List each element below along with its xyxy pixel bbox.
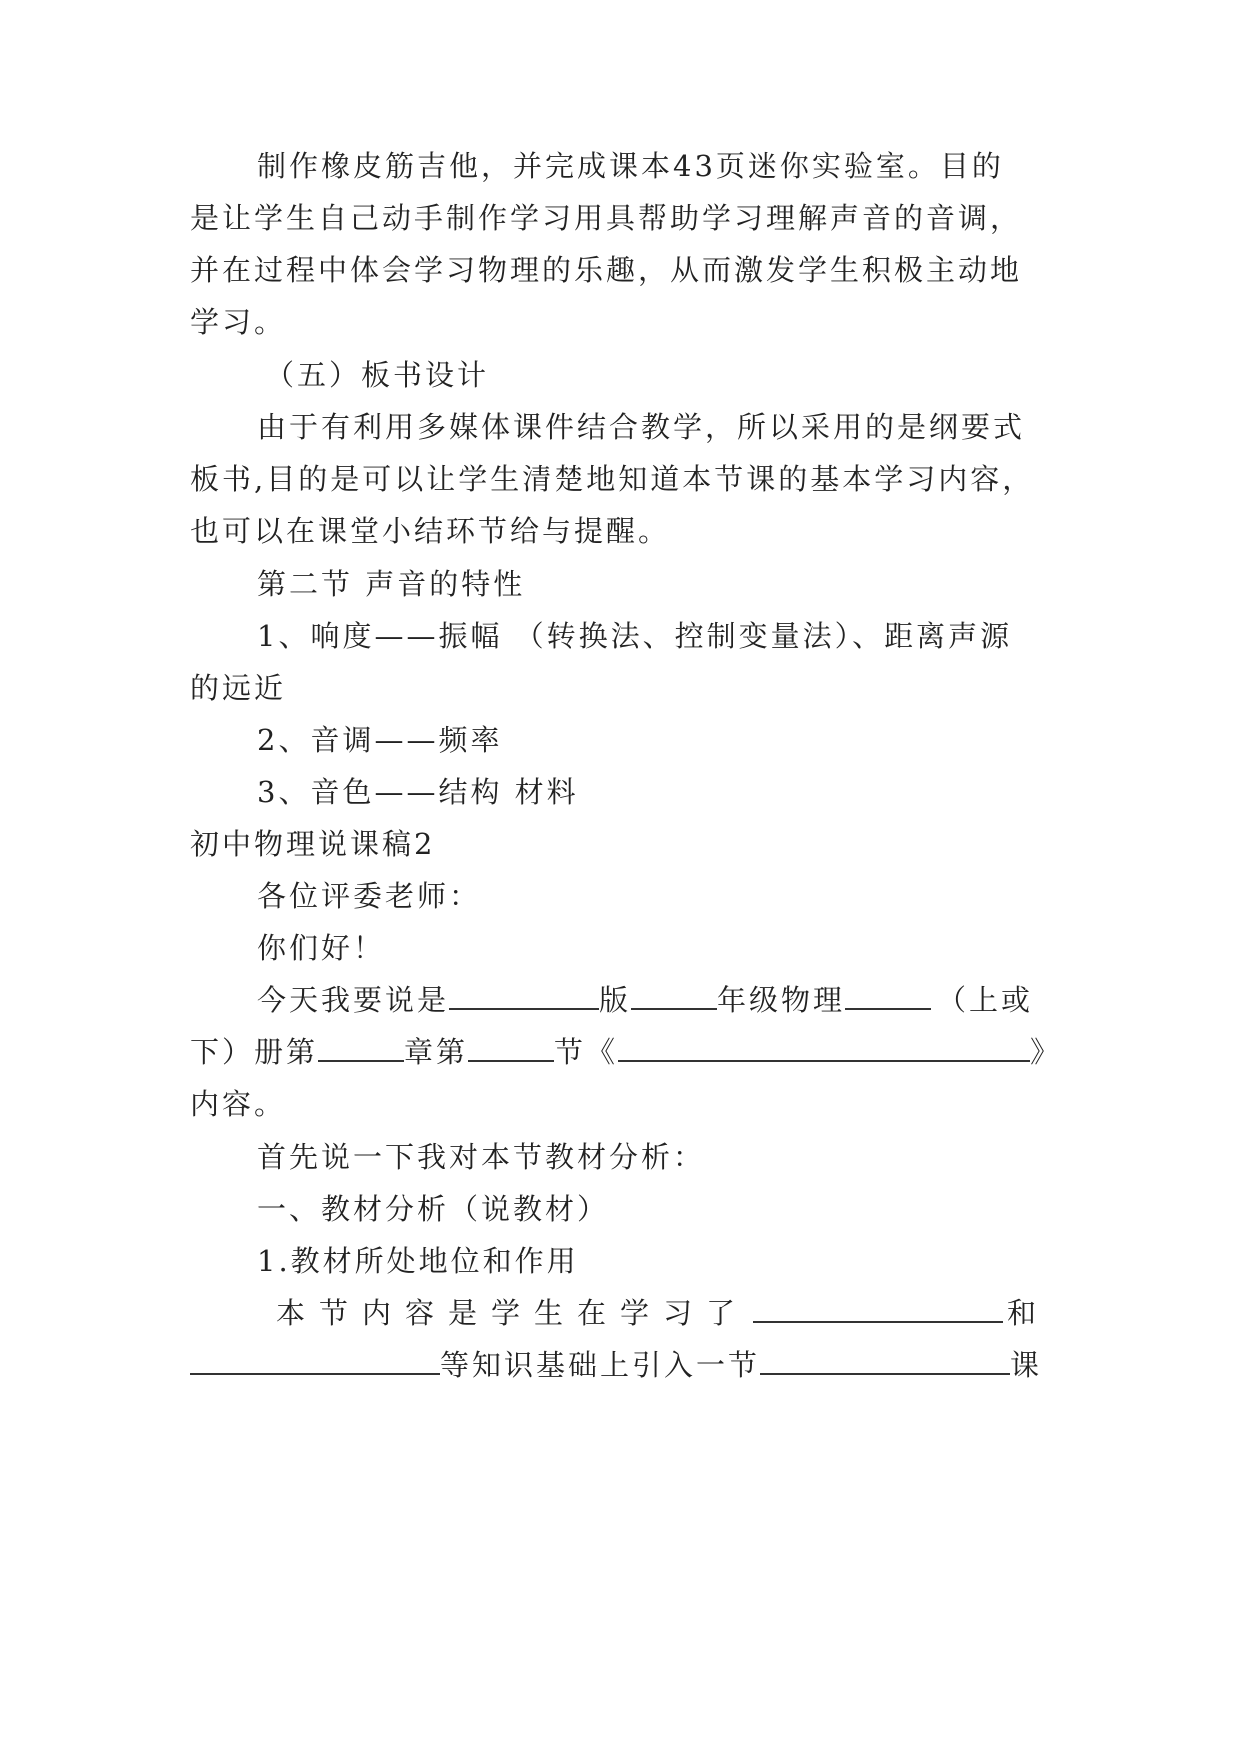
paragraph-line: 是让学生自己动手制作学习用具帮助学习理解声音的音调，	[190, 201, 1023, 235]
fill-blank[interactable]	[449, 982, 599, 1010]
content-text: 本节内容是学生在学习了	[276, 1296, 750, 1330]
board-item: 1、响度——振幅 （转换法、控制变量法）、距离声源	[257, 619, 1013, 653]
content-text: 和	[1007, 1296, 1051, 1330]
content-line-2	[190, 1345, 1050, 1385]
intro-text: 年级物理	[717, 983, 846, 1017]
intro-line-1	[257, 980, 1050, 1020]
board-item: 2、音调——频率	[257, 723, 503, 757]
board-item: 3、音色——结构 材料	[257, 775, 579, 809]
fill-blank[interactable]	[618, 1034, 1030, 1062]
content-text: 课	[1010, 1348, 1043, 1382]
hello: 你们好！	[257, 931, 386, 965]
fill-blank[interactable]	[760, 1347, 1010, 1375]
intro-text: 节《	[554, 1035, 619, 1069]
fill-blank[interactable]	[845, 982, 931, 1010]
paragraph-line: 由于有利用多媒体课件结合教学，所以采用的是纲要式	[257, 410, 1026, 444]
content-text: 等知识基础上引入一节	[440, 1348, 761, 1382]
intro-text: 今天我要说是	[257, 983, 450, 1017]
intro-text: 》	[1030, 1035, 1063, 1069]
paragraph-line: 并在过程中体会学习物理的乐趣，从而激发学生积极主动地	[190, 253, 1023, 287]
intro-line-3: 内容。	[190, 1087, 287, 1121]
content-line-1	[276, 1293, 1050, 1333]
intro-text: 章第	[404, 1035, 469, 1069]
greeting: 各位评委老师：	[257, 879, 482, 913]
fill-blank[interactable]	[318, 1034, 404, 1062]
fill-blank[interactable]	[190, 1347, 440, 1375]
section-heading: （五）板书设计	[265, 358, 490, 392]
board-item: 的远近	[190, 671, 287, 705]
paragraph-line: 也可以在课堂小结环节给与提醒。	[190, 514, 671, 548]
analysis-heading: 一、教材分析（说教材）	[257, 1192, 610, 1226]
analysis-intro: 首先说一下我对本节教材分析：	[257, 1140, 706, 1174]
intro-text: 下）册第	[190, 1035, 319, 1069]
board-title: 第二节 声音的特性	[257, 567, 526, 601]
paragraph-line: 制作橡皮筋吉他，并完成课本43页迷你实验室。目的	[257, 149, 1004, 183]
fill-blank[interactable]	[631, 982, 717, 1010]
fill-blank[interactable]	[468, 1034, 554, 1062]
paragraph-line: 板书,目的是可以让学生清楚地知道本节课的基本学习内容，	[190, 462, 1035, 496]
fill-blank[interactable]	[753, 1295, 1003, 1323]
sub-heading: 1.教材所处地位和作用	[257, 1244, 579, 1278]
doc-title: 初中物理说课稿2	[190, 827, 436, 861]
paragraph-line: 学习。	[190, 305, 287, 339]
intro-text: 版	[599, 983, 632, 1017]
intro-line-2	[190, 1032, 1063, 1072]
intro-text: （上或	[937, 983, 1034, 1017]
